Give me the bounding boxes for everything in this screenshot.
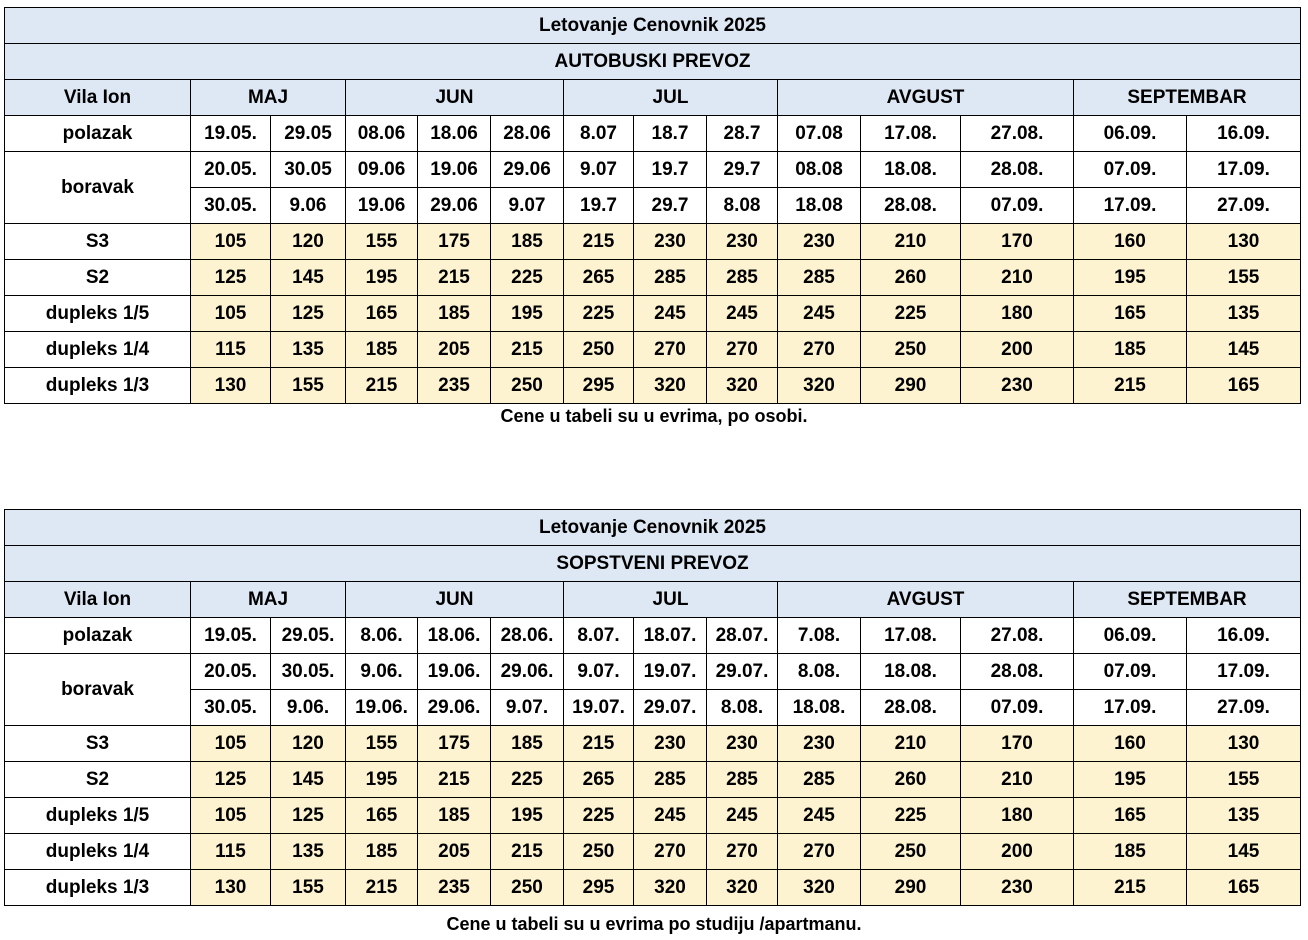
price-cell: 250 [564,834,634,870]
price-table-own-transport [4,509,1301,906]
price-cell: 120 [271,726,346,762]
unit-type: dupleks 1/5 [5,296,191,332]
stay-end-date: 8.08 [707,188,778,224]
table-row [5,368,1301,404]
price-cell: 250 [861,332,961,368]
transport-type: AUTOBUSKI PREVOZ [5,44,1301,80]
price-cell: 225 [861,296,961,332]
stay-end-date: 9.06. [271,690,346,726]
departure-date: 27.08. [961,116,1074,152]
stay-end-date: 29.06. [418,690,491,726]
price-cell: 290 [861,368,961,404]
stay-end-date: 9.06 [271,188,346,224]
price-cell: 175 [418,224,491,260]
stay-end-date: 9.07 [491,188,564,224]
stay-to-row [5,690,1301,726]
departure-date: 8.07 [564,116,634,152]
departure-date: 08.06 [346,116,418,152]
price-cell: 230 [778,726,861,762]
price-cell: 270 [634,834,707,870]
stay-end-date: 29.06 [418,188,491,224]
price-cell: 200 [961,332,1074,368]
price-cell: 165 [346,798,418,834]
price-cell: 195 [1074,762,1187,798]
price-cell: 135 [1187,296,1301,332]
stay-start-date: 18.08. [861,152,961,188]
departure-date: 27.08. [961,618,1074,654]
stay-start-date: 19.06. [418,654,491,690]
price-cell: 285 [634,762,707,798]
row-label: boravak [5,152,191,224]
price-cell: 125 [191,260,271,296]
price-cell: 215 [491,332,564,368]
stay-start-date: 07.09. [1074,152,1187,188]
price-cell: 215 [564,224,634,260]
price-table-bus [4,7,1301,404]
price-cell: 185 [491,224,564,260]
price-cell: 320 [634,368,707,404]
unit-type: S3 [5,726,191,762]
price-cell: 320 [634,870,707,906]
stay-end-date: 19.7 [564,188,634,224]
price-cell: 105 [191,726,271,762]
unit-type: S2 [5,762,191,798]
price-cell: 160 [1074,726,1187,762]
price-cell: 250 [564,332,634,368]
price-cell: 205 [418,332,491,368]
price-cell: 245 [634,798,707,834]
price-cell: 215 [1074,870,1187,906]
month-header: MAJ [191,80,346,116]
stay-start-date: 8.08. [778,654,861,690]
departure-date: 19.05. [191,618,271,654]
unit-type: dupleks 1/3 [5,368,191,404]
price-cell: 155 [271,368,346,404]
table-row [5,260,1301,296]
price-cell: 160 [1074,224,1187,260]
price-cell: 155 [346,224,418,260]
price-cell: 115 [191,332,271,368]
price-cell: 155 [1187,260,1301,296]
price-cell: 195 [1074,260,1187,296]
departure-row [5,618,1301,654]
stay-start-date: 20.05. [191,152,271,188]
stay-end-date: 28.08. [861,690,961,726]
price-cell: 320 [778,870,861,906]
price-cell: 230 [961,368,1074,404]
stay-end-date: 30.05. [191,690,271,726]
departure-date: 18.7 [634,116,707,152]
price-cell: 200 [961,834,1074,870]
price-cell: 210 [861,726,961,762]
stay-start-date: 17.09. [1187,654,1301,690]
departure-date: 19.05. [191,116,271,152]
table-title: Letovanje Cenovnik 2025 [5,8,1301,44]
price-cell: 230 [707,224,778,260]
price-cell: 105 [191,224,271,260]
price-cell: 215 [491,834,564,870]
stay-end-date: 27.09. [1187,690,1301,726]
stay-start-date: 19.7 [634,152,707,188]
price-cell: 180 [961,798,1074,834]
month-header: JUN [346,80,564,116]
departure-date: 17.08. [861,116,961,152]
departure-date: 16.09. [1187,618,1301,654]
stay-start-date: 28.08. [961,654,1074,690]
month-header: JUN [346,582,564,618]
villa-name: Vila Ion [5,582,191,618]
stay-start-date: 30.05. [271,654,346,690]
unit-type: dupleks 1/5 [5,798,191,834]
price-cell: 135 [271,332,346,368]
stay-from-row [5,152,1301,188]
price-note: Cene u tabeli su u evrima, po osobi. [500,406,808,426]
table-row [5,224,1301,260]
price-cell: 270 [707,834,778,870]
price-cell: 185 [491,726,564,762]
price-cell: 145 [1187,834,1301,870]
price-cell: 295 [564,368,634,404]
stay-end-date: 17.09. [1074,188,1187,224]
month-header: JUL [564,80,778,116]
villa-name: Vila Ion [5,80,191,116]
table-row [5,798,1301,834]
table-row [5,762,1301,798]
price-cell: 185 [418,798,491,834]
row-label: polazak [5,618,191,654]
price-cell: 145 [271,260,346,296]
departure-date: 7.08. [778,618,861,654]
unit-type: dupleks 1/3 [5,870,191,906]
stay-end-date: 30.05. [191,188,271,224]
price-cell: 230 [961,870,1074,906]
unit-type: S3 [5,224,191,260]
unit-type: dupleks 1/4 [5,332,191,368]
stay-start-date: 29.06. [491,654,564,690]
price-cell: 210 [961,260,1074,296]
price-cell: 210 [861,224,961,260]
departure-date: 28.07. [707,618,778,654]
price-cell: 185 [346,332,418,368]
stay-end-date: 18.08. [778,690,861,726]
price-cell: 245 [778,798,861,834]
price-cell: 195 [346,762,418,798]
month-header: AVGUST [778,582,1074,618]
price-cell: 215 [418,762,491,798]
price-cell: 245 [778,296,861,332]
price-cell: 155 [271,870,346,906]
table-row [5,870,1301,906]
price-cell: 250 [491,870,564,906]
row-label: boravak [5,654,191,726]
departure-date: 28.06 [491,116,564,152]
row-label: polazak [5,116,191,152]
stay-start-date: 08.08 [778,152,861,188]
departure-date: 07.08 [778,116,861,152]
departure-date: 29.05 [271,116,346,152]
price-cell: 135 [1187,798,1301,834]
month-header: MAJ [191,582,346,618]
price-cell: 130 [1187,726,1301,762]
price-cell: 105 [191,798,271,834]
price-cell: 260 [861,762,961,798]
price-cell: 185 [346,834,418,870]
departure-date: 28.06. [491,618,564,654]
price-cell: 165 [1187,368,1301,404]
stay-end-date: 27.09. [1187,188,1301,224]
price-cell: 285 [778,260,861,296]
departure-date: 8.06. [346,618,418,654]
departure-date: 8.07. [564,618,634,654]
price-cell: 210 [961,762,1074,798]
price-cell: 135 [271,834,346,870]
price-cell: 125 [271,798,346,834]
stay-end-date: 9.07. [491,690,564,726]
stay-end-date: 19.06 [346,188,418,224]
stay-from-row [5,654,1301,690]
departure-date: 16.09. [1187,116,1301,152]
price-cell: 230 [778,224,861,260]
stay-start-date: 30.05 [271,152,346,188]
price-cell: 245 [707,798,778,834]
stay-end-date: 8.08. [707,690,778,726]
price-cell: 215 [346,368,418,404]
departure-date: 29.05. [271,618,346,654]
departure-date: 18.06 [418,116,491,152]
price-cell: 270 [707,332,778,368]
price-cell: 195 [491,296,564,332]
stay-end-date: 07.09. [961,690,1074,726]
price-cell: 205 [418,834,491,870]
price-note: Cene u tabeli su u evrima po studiju /apartmanu. [446,914,862,934]
price-cell: 285 [707,762,778,798]
price-cell: 245 [634,296,707,332]
departure-date: 18.06. [418,618,491,654]
stay-start-date: 19.06 [418,152,491,188]
departure-date: 28.7 [707,116,778,152]
price-cell: 175 [418,726,491,762]
price-cell: 295 [564,870,634,906]
month-header: JUL [564,582,778,618]
stay-start-date: 29.7 [707,152,778,188]
price-cell: 270 [778,834,861,870]
price-cell: 285 [634,260,707,296]
month-header: SEPTEMBAR [1074,80,1301,116]
stay-to-row [5,188,1301,224]
stay-start-date: 07.09. [1074,654,1187,690]
price-cell: 225 [491,762,564,798]
price-cell: 285 [707,260,778,296]
price-cell: 120 [271,224,346,260]
price-cell: 320 [707,368,778,404]
stay-start-date: 17.09. [1187,152,1301,188]
price-cell: 130 [191,368,271,404]
stay-start-date: 28.08. [961,152,1074,188]
month-header: AVGUST [778,80,1074,116]
departure-date: 18.07. [634,618,707,654]
price-cell: 170 [961,224,1074,260]
price-cell: 165 [1074,798,1187,834]
price-cell: 250 [861,834,961,870]
price-cell: 115 [191,834,271,870]
stay-end-date: 29.07. [634,690,707,726]
stay-end-date: 17.09. [1074,690,1187,726]
price-cell: 130 [191,870,271,906]
price-cell: 155 [346,726,418,762]
table-row [5,834,1301,870]
price-cell: 285 [778,762,861,798]
price-cell: 245 [707,296,778,332]
price-cell: 260 [861,260,961,296]
price-cell: 125 [271,296,346,332]
stay-start-date: 09.06 [346,152,418,188]
price-cell: 235 [418,870,491,906]
stay-start-date: 29.07. [707,654,778,690]
price-cell: 270 [778,332,861,368]
price-cell: 225 [491,260,564,296]
price-cell: 320 [707,870,778,906]
price-cell: 225 [564,296,634,332]
unit-type: S2 [5,260,191,296]
price-cell: 250 [491,368,564,404]
stay-end-date: 19.06. [346,690,418,726]
departure-date: 06.09. [1074,116,1187,152]
price-cell: 195 [491,798,564,834]
price-cell: 185 [1074,332,1187,368]
price-cell: 230 [634,726,707,762]
transport-type: SOPSTVENI PREVOZ [5,546,1301,582]
departure-row [5,116,1301,152]
stay-end-date: 19.07. [564,690,634,726]
price-cell: 155 [1187,762,1301,798]
price-cell: 215 [1074,368,1187,404]
price-cell: 215 [346,870,418,906]
stay-start-date: 18.08. [861,654,961,690]
price-cell: 165 [346,296,418,332]
price-cell: 145 [1187,332,1301,368]
stay-end-date: 07.09. [961,188,1074,224]
stay-start-date: 9.06. [346,654,418,690]
price-cell: 105 [191,296,271,332]
unit-type: dupleks 1/4 [5,834,191,870]
price-cell: 130 [1187,224,1301,260]
price-cell: 225 [564,798,634,834]
stay-start-date: 19.07. [634,654,707,690]
stay-end-date: 28.08. [861,188,961,224]
price-cell: 225 [861,798,961,834]
price-cell: 235 [418,368,491,404]
price-cell: 230 [707,726,778,762]
price-cell: 180 [961,296,1074,332]
table-row [5,296,1301,332]
month-header: SEPTEMBAR [1074,582,1301,618]
stay-start-date: 9.07. [564,654,634,690]
price-cell: 185 [418,296,491,332]
price-cell: 215 [564,726,634,762]
departure-date: 17.08. [861,618,961,654]
price-cell: 230 [634,224,707,260]
price-cell: 265 [564,762,634,798]
price-cell: 270 [634,332,707,368]
table-title: Letovanje Cenovnik 2025 [5,510,1301,546]
stay-start-date: 20.05. [191,654,271,690]
price-cell: 215 [418,260,491,296]
stay-start-date: 29.06 [491,152,564,188]
price-cell: 125 [191,762,271,798]
stay-end-date: 29.7 [634,188,707,224]
price-cell: 170 [961,726,1074,762]
price-cell: 195 [346,260,418,296]
price-cell: 265 [564,260,634,296]
price-cell: 185 [1074,834,1187,870]
price-cell: 165 [1074,296,1187,332]
table-row [5,332,1301,368]
price-cell: 145 [271,762,346,798]
stay-start-date: 9.07 [564,152,634,188]
departure-date: 06.09. [1074,618,1187,654]
price-cell: 165 [1187,870,1301,906]
price-cell: 290 [861,870,961,906]
stay-end-date: 18.08 [778,188,861,224]
price-cell: 320 [778,368,861,404]
table-row [5,726,1301,762]
